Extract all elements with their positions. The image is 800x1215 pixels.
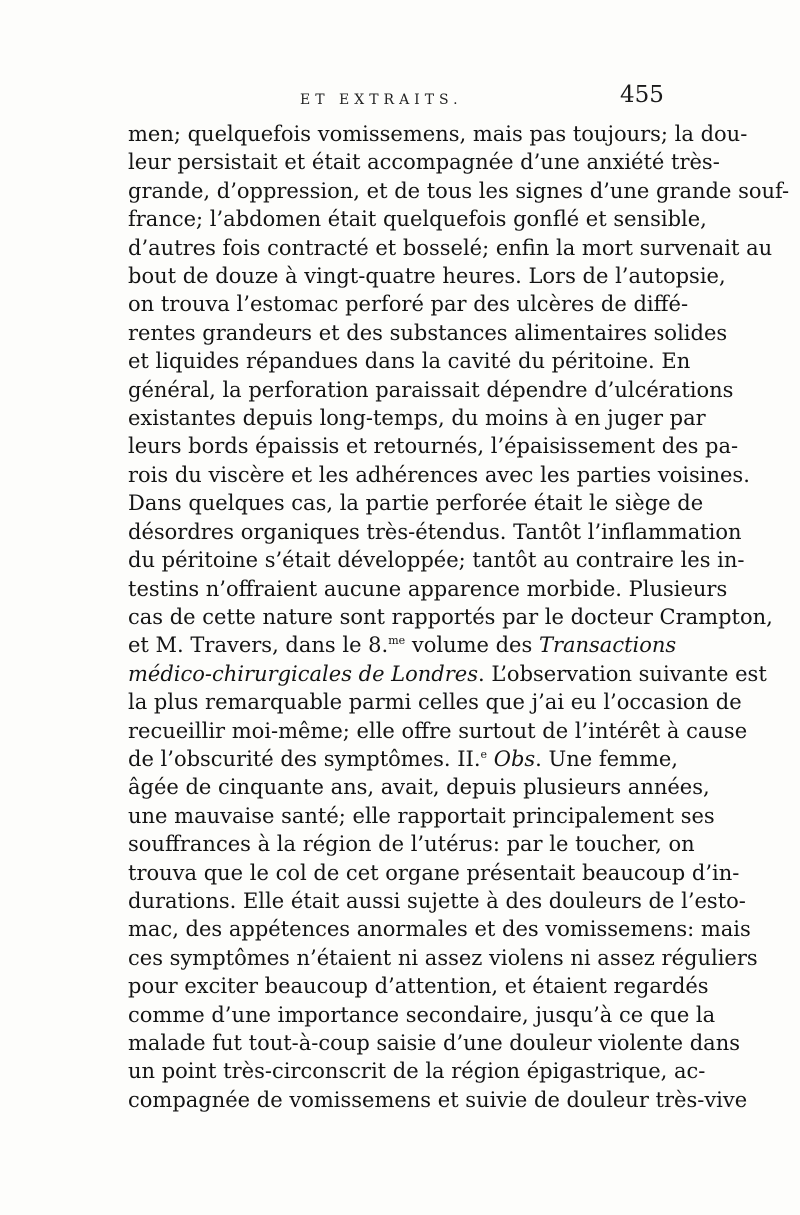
text-segment: trouva que le col de cet organe présentait beaucoup d’in-	[128, 860, 740, 885]
superscript: e	[480, 747, 488, 761]
italic-text: Obs	[493, 746, 536, 771]
text-segment: du péritoine s’était développée; tantôt au contraire les in-	[128, 548, 745, 573]
text-line	[128, 1029, 741, 1057]
text-line	[128, 972, 709, 1000]
text-segment: testins n’offraient aucune apparence morbide. Plusieurs	[128, 576, 728, 601]
text-line	[128, 518, 742, 546]
text-line	[128, 603, 773, 631]
text-segment: et M. Travers, dans le 8.	[128, 633, 389, 658]
text-line	[128, 915, 751, 943]
italic-text: médico-chirurgicales de Londres	[128, 661, 478, 686]
text-segment: leurs bords épaissis et retournés, l’épaisissement des pa-	[128, 434, 739, 459]
text-segment: général, la perforation paraissait dépendre d’ulcérations	[128, 377, 734, 402]
text-line	[128, 347, 691, 375]
text-segment: âgée de cinquante ans, avait, depuis plusieurs années,	[128, 775, 710, 800]
text-line	[128, 773, 710, 801]
text-line	[128, 120, 748, 148]
text-line	[128, 802, 715, 830]
text-segment: compagnée de vomissemens et suivie de douleur très-vive	[128, 1087, 748, 1112]
text-segment: comme d’une importance secondaire, jusqu’à ce que la	[128, 1002, 716, 1027]
text-line	[128, 745, 678, 773]
text-segment: et liquides répandues dans la cavité du péritoine. En	[128, 349, 691, 374]
text-line	[128, 830, 695, 858]
text-line	[128, 205, 707, 233]
text-line	[128, 1086, 748, 1114]
text-line	[128, 234, 773, 262]
body-text	[128, 120, 790, 1114]
text-segment: on trouva l’estomac perforé par des ulcères de diffé-	[128, 292, 689, 317]
text-line	[128, 290, 689, 318]
text-line	[128, 177, 790, 205]
text-line	[128, 1001, 716, 1029]
text-segment: volume des	[405, 633, 539, 658]
text-segment: ces symptômes n’étaient ni assez violens ni assez réguliers	[128, 945, 758, 970]
italic-text: Transactions	[538, 633, 677, 658]
text-segment: de l’obscurité des symptômes. II.	[128, 746, 481, 771]
text-line	[128, 461, 750, 489]
text-line	[128, 717, 748, 745]
text-segment: . Une femme,	[535, 746, 678, 771]
text-line	[128, 546, 745, 574]
text-segment: durations. Elle était aussi sujette à des douleurs de l’esto-	[128, 888, 746, 913]
text-line	[128, 660, 767, 688]
text-segment: grande, d’oppression, et de tous les signes d’une grande souf-	[128, 178, 790, 203]
text-segment: rentes grandeurs et des substances alimentaires solides	[128, 320, 728, 345]
text-segment: Dans quelques cas, la partie perforée était le siège de	[128, 491, 704, 516]
text-segment	[487, 747, 494, 771]
text-segment: un point très-circonscrit de la région épigastrique, ac-	[128, 1059, 706, 1084]
text-line	[128, 319, 728, 347]
text-line	[128, 376, 734, 404]
text-segment: souffrances à la région de l’utérus: par le toucher, on	[128, 832, 695, 857]
text-segment: . L’observation suivante est	[478, 661, 767, 686]
text-segment: recueillir moi-même; elle offre surtout de l’intérêt à cause	[128, 718, 748, 743]
text-segment: france; l’abdomen était quelquefois gonflé et sensible,	[128, 207, 707, 232]
text-segment: malade fut tout-à-coup saisie d’une douleur violente dans	[128, 1031, 741, 1055]
superscript: me	[388, 634, 406, 648]
text-segment: une mauvaise santé; elle rapportait principalement ses	[128, 803, 715, 828]
text-line	[128, 432, 739, 460]
text-line	[128, 859, 740, 887]
text-segment: la plus remarquable parmi celles que j’ai eu l’occasion de	[128, 690, 742, 715]
text-line	[128, 1057, 706, 1085]
text-segment: mac, des appétences anormales et des vomissemens: mais	[128, 917, 751, 942]
text-line	[128, 262, 726, 290]
text-line	[128, 575, 728, 603]
text-segment: d’autres fois contracté et bosselé; enfin la mort survenait au	[128, 235, 773, 260]
text-line	[128, 631, 677, 659]
text-segment: men; quelquefois vomissemens, mais pas toujours; la dou-	[128, 122, 748, 146]
text-segment: pour exciter beaucoup d’attention, et étaient regardés	[128, 974, 709, 999]
text-segment: cas de cette nature sont rapportés par le docteur Crampton,	[128, 604, 773, 629]
text-line	[128, 489, 704, 517]
page-number: 455	[620, 82, 664, 108]
text-segment: désordres organiques très-étendus. Tantôt l’inflammation	[128, 519, 742, 544]
text-segment: rois du viscère et les adhérences avec les parties voisines.	[128, 462, 750, 487]
text-line	[128, 944, 758, 972]
text-line	[128, 404, 706, 432]
text-segment: existantes depuis long-temps, du moins à en juger par	[128, 406, 706, 431]
text-line	[128, 148, 720, 176]
running-head: ET EXTRAITS.	[300, 92, 463, 108]
text-segment: bout de douze à vingt-quatre heures. Lors de l’autopsie,	[128, 264, 726, 289]
text-line	[128, 887, 746, 915]
text-line	[128, 688, 742, 716]
text-segment: leur persistait et était accompagnée d’une anxiété très-	[128, 150, 720, 175]
